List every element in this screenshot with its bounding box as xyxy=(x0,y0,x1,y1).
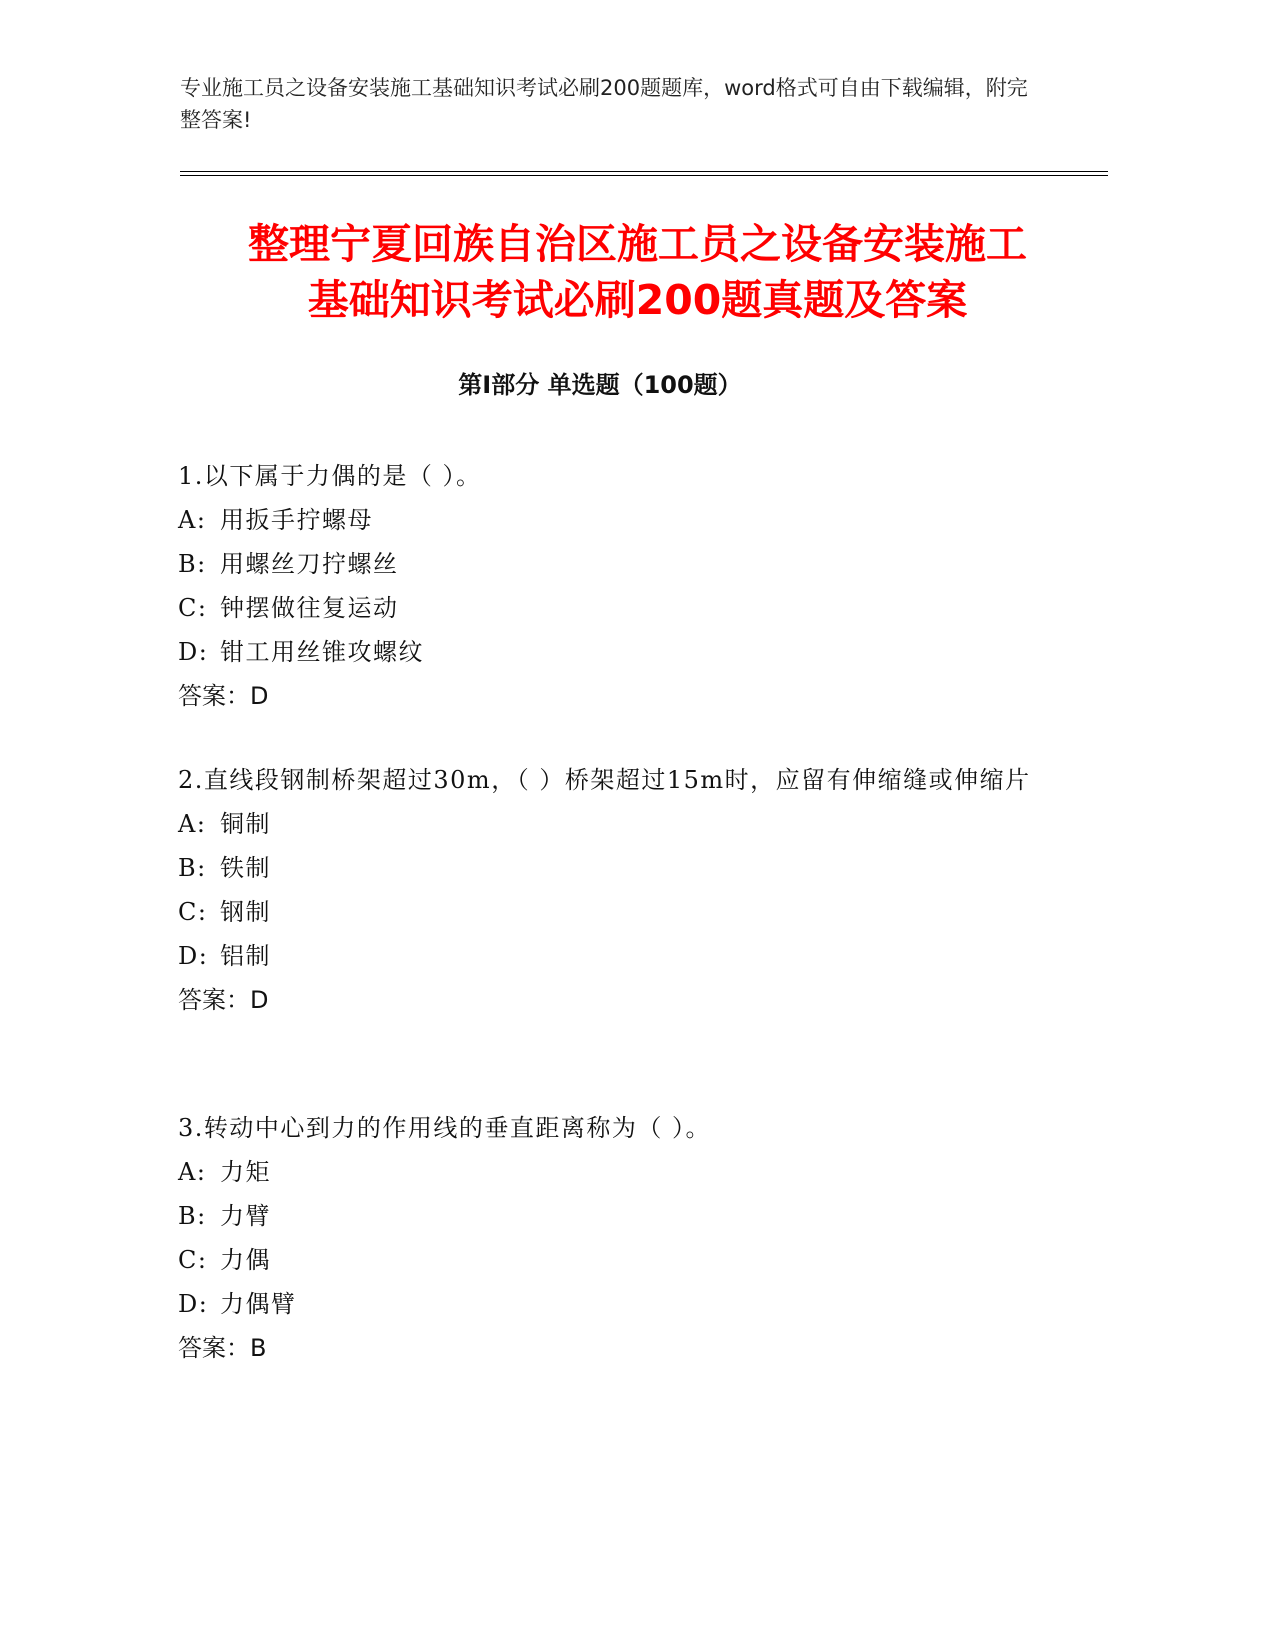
option-text: 铁制 xyxy=(220,854,271,882)
option-a xyxy=(178,498,1038,542)
option-label: B: xyxy=(178,550,207,578)
header-rule-bottom xyxy=(180,175,1108,176)
option-label: A: xyxy=(178,810,207,838)
option-text: 铝制 xyxy=(220,942,271,970)
option-label: B: xyxy=(178,1202,207,1230)
option-text: 钳工用丝锥攻螺纹 xyxy=(220,638,424,666)
question-2 xyxy=(178,758,1038,1022)
header-rule-top xyxy=(180,171,1108,172)
option-text: 力矩 xyxy=(220,1158,271,1186)
option-text: 力臂 xyxy=(220,1202,271,1230)
question-stem: 1.以下属于力偶的是（ ）。 xyxy=(178,462,482,490)
option-text: 力偶臂 xyxy=(220,1290,297,1318)
section-heading: 第Ⅰ部分 单选题（100题） xyxy=(458,371,742,399)
answer-text: 答案：D xyxy=(178,986,269,1014)
option-c xyxy=(178,890,1038,934)
answer-text: 答案：D xyxy=(178,682,269,710)
option-b xyxy=(178,846,1038,890)
option-text: 钟摆做往复运动 xyxy=(220,594,399,622)
header-note: 专业施工员之设备安装施工基础知识考试必刷200题题库，word格式可自由下载编辑，附完整答案! xyxy=(180,76,1028,132)
title-line-1: 整理宁夏回族自治区施工员之设备安装施工 xyxy=(248,220,1027,268)
option-d xyxy=(178,1282,1038,1326)
option-label: C: xyxy=(178,898,208,926)
option-label: D: xyxy=(178,638,209,666)
option-a xyxy=(178,802,1038,846)
option-b xyxy=(178,1194,1038,1238)
option-c xyxy=(178,1238,1038,1282)
option-text: 力偶 xyxy=(220,1246,271,1274)
answer-text: 答案：B xyxy=(178,1334,267,1362)
document-title xyxy=(150,216,1125,328)
option-label: A: xyxy=(178,506,207,534)
option-text: 用扳手拧螺母 xyxy=(220,506,373,534)
question-stem: 2.直线段钢制桥架超过30m，（ ）桥架超过15m时，应留有伸缩缝或伸缩片 xyxy=(178,766,1031,794)
option-text: 用螺丝刀拧螺丝 xyxy=(220,550,399,578)
option-d xyxy=(178,630,1038,674)
option-b xyxy=(178,542,1038,586)
option-label: D: xyxy=(178,1290,209,1318)
title-line-2: 基础知识考试必刷200题真题及答案 xyxy=(307,276,968,324)
option-label: B: xyxy=(178,854,207,882)
option-label: C: xyxy=(178,594,208,622)
option-c xyxy=(178,586,1038,630)
option-d xyxy=(178,934,1038,978)
option-label: D: xyxy=(178,942,209,970)
question-stem: 3.转动中心到力的作用线的垂直距离称为（ ）。 xyxy=(178,1114,712,1142)
option-text: 铜制 xyxy=(220,810,271,838)
option-a xyxy=(178,1150,1038,1194)
option-text: 钢制 xyxy=(220,898,271,926)
option-label: C: xyxy=(178,1246,208,1274)
option-label: A: xyxy=(178,1158,207,1186)
question-3 xyxy=(178,1106,1038,1370)
question-1 xyxy=(178,454,1038,718)
